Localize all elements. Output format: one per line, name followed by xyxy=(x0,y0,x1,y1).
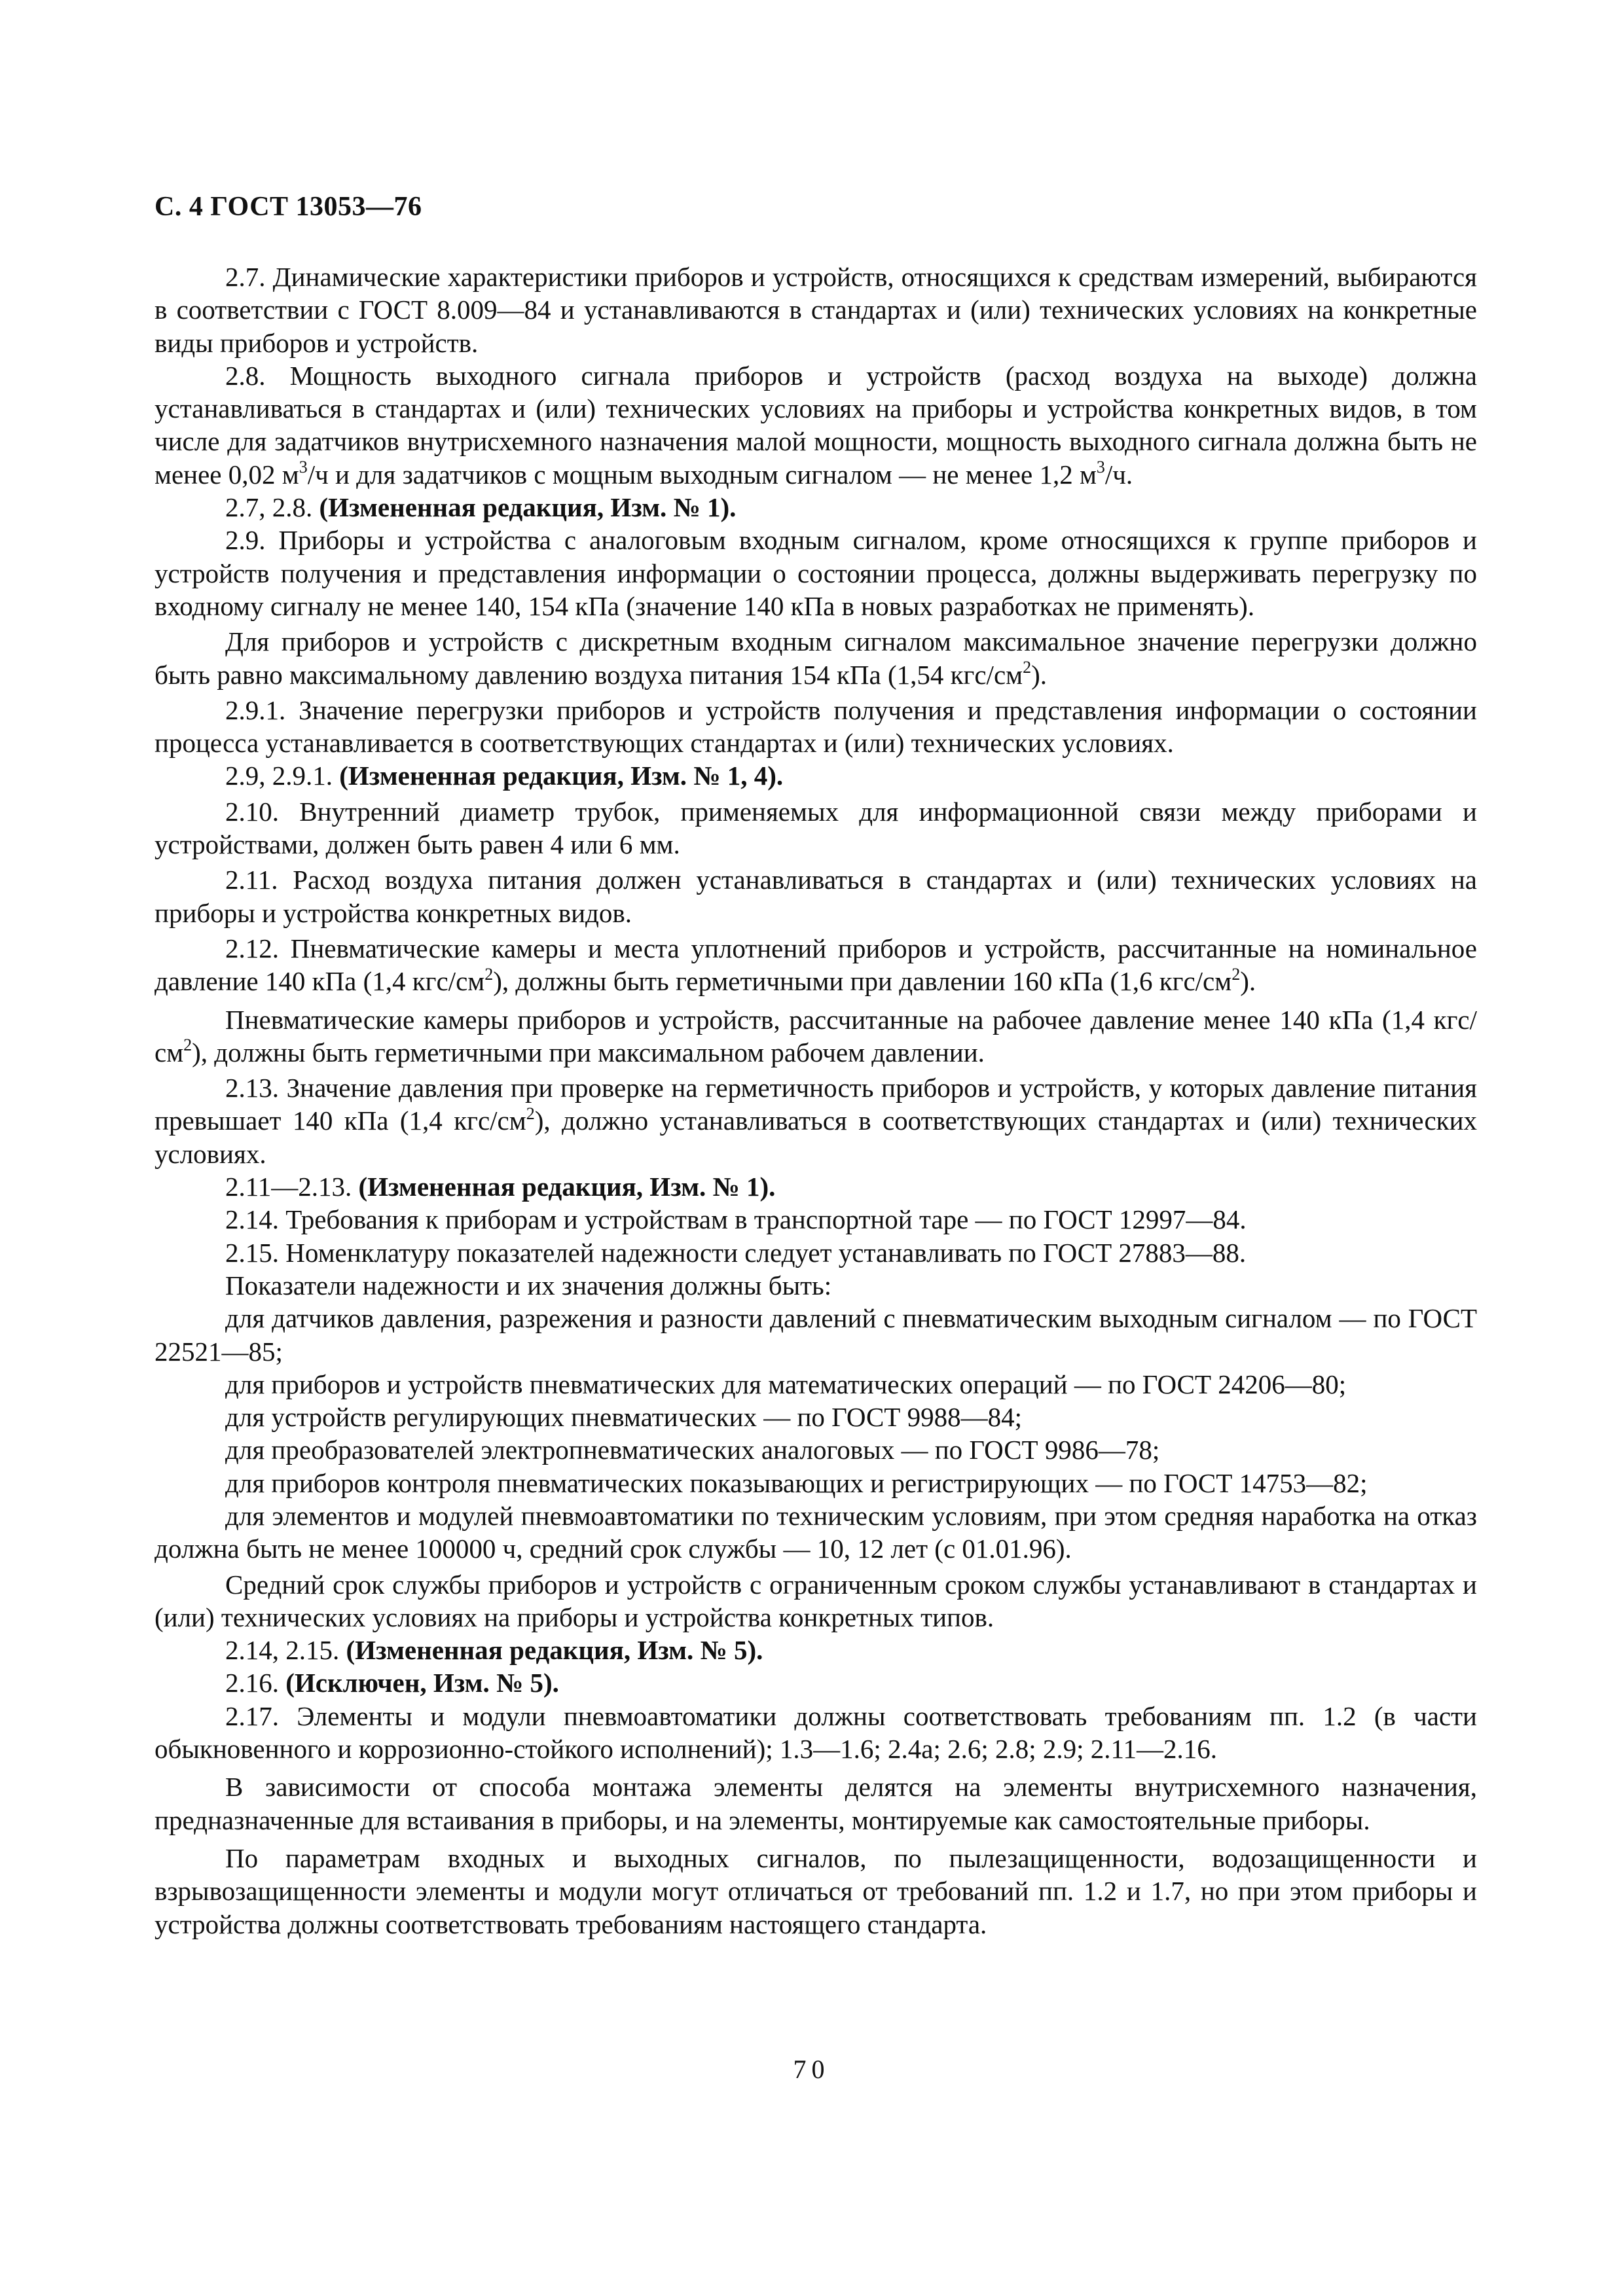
paragraph-2-8 xyxy=(155,359,1477,491)
paragraph-service-life: Средний срок службы приборов и устройств с ограниченным сроком службы устанавливают в стандартах и (или) технических условиях на приборы и устройства конкретных типов. xyxy=(155,1569,1477,1632)
page-number: 70 xyxy=(793,2054,830,2084)
edition-ref: 2.9, 2.9.1. xyxy=(225,761,340,791)
edition-bold: (Исключен, Изм. № 5). xyxy=(285,1668,559,1698)
superscript: 2 xyxy=(183,1035,192,1055)
list-item: для приборов контроля пневматических показывающих и регистрирующих — по ГОСТ 14753—82; xyxy=(225,1467,1368,1498)
document-body xyxy=(155,260,1477,1941)
paragraph-2-11: 2.11. Расход воздуха питания должен устанавливаться в стандартах и (или) технических условиях на приборы и устройства конкретных видов. xyxy=(155,865,1477,928)
list-item: для приборов и устройств пневматических для математических операций — по ГОСТ 24206—80; xyxy=(225,1369,1347,1399)
paragraph-text: /ч. xyxy=(1104,459,1133,490)
superscript: 2 xyxy=(1023,657,1032,677)
paragraph-text: 2.8. Мощность выходного сигнала приборов и устройств (расход воздуха на выходе) должна устанавливаться в стандартах и (или) технических условиях на приборы и устройства конкретных видов, в том числе для задатчиков внутрисхемного назначения малой мощности, мощность выходного сигнала должна быть не менее 0,02 м xyxy=(155,360,1477,490)
edition-note xyxy=(155,1634,1477,1666)
paragraph-discrete-input xyxy=(155,625,1477,691)
paragraph-2-10: 2.10. Внутренний диаметр трубок, применяемых для информационной связи между приборами и устройствами, должен быть равен 4 или 6 мм. xyxy=(155,796,1477,860)
paragraph-2-7: 2.7. Динамические характеристики приборов и устройств, относящихся к средствам измерений, выбираются в соответствии с ГОСТ 8.009—84 и устанавливаются в стандартах и (или) технических условиях на конкретные виды приборов и устройств. xyxy=(155,262,1477,358)
paragraph-pneumatic-chambers xyxy=(155,1003,1477,1069)
superscript: 2 xyxy=(484,964,494,984)
list-item: для устройств регулирующих пневматических — по ГОСТ 9988—84; xyxy=(225,1402,1022,1433)
edition-note xyxy=(155,491,1477,524)
edition-bold: (Измененная редакция, Изм. № 5). xyxy=(346,1635,763,1666)
paragraph-parameters: По параметрам входных и выходных сигналов, по пылезащищенности, водозащищенности и взрывозащищенности элементы и модули могут отличаться от требований пп. 1.2 и 1.7, но при этом приборы и устройства должны соответствовать требованиям настоящего стандарта. xyxy=(155,1842,1477,1939)
paragraph-reliability-intro: Показатели надежности и их значения должны быть: xyxy=(225,1270,832,1300)
edition-ref: 2.16. xyxy=(225,1668,286,1698)
edition-ref: 2.7, 2.8. xyxy=(225,492,319,523)
paragraph-text: ), должно устанавливаться в соответствующих стандартах и (или) технических условиях. xyxy=(155,1105,1478,1169)
edition-bold: (Измененная редакция, Изм. № 1, 4). xyxy=(339,761,784,791)
edition-note xyxy=(155,759,1477,792)
list-item: для элементов и модулей пневмоавтоматики по техническим условиям, при этом средняя наработка на отказ должна быть не менее 100000 ч, средний срок службы — 10, 12 лет (с 01.01.96). xyxy=(155,1500,1477,1564)
page-header: С. 4 ГОСТ 13053—76 xyxy=(155,192,422,222)
paragraph-text: ). xyxy=(1240,966,1256,997)
paragraph-2-13 xyxy=(155,1071,1477,1170)
edition-ref: 2.11—2.13. xyxy=(225,1172,359,1202)
paragraph-text: ), должны быть герметичными при давлении 160 кПа (1,6 кгс/см xyxy=(493,966,1232,997)
paragraph-text: Для приборов и устройств с дискретным входным сигналом максимальное значение перегрузки должно быть равно максимальному давлению воздуха питания 154 кПа (1,54 кгс/см xyxy=(155,626,1477,690)
paragraph-2-14: 2.14. Требования к приборам и устройствам в транспортной таре — по ГОСТ 12997—84. xyxy=(225,1204,1247,1235)
list-item: для преобразователей электропневматических аналоговых — по ГОСТ 9986—78; xyxy=(225,1435,1160,1465)
paragraph-2-15: 2.15. Номенклатуру показателей надежности следует устанавливать по ГОСТ 27883—88. xyxy=(225,1237,1247,1268)
paragraph-text: 2.12. Пневматические камеры и места уплотнений приборов и устройств, рассчитанные на номинальное давление 140 кПа (1,4 кгс/см xyxy=(155,933,1477,997)
edition-note xyxy=(155,1666,1477,1699)
superscript: 2 xyxy=(1231,964,1241,984)
paragraph-text: 2.13. Значение давления при проверке на герметичность приборов и устройств, у которых давление питания превышает 140 кПа (1,4 кгс/см xyxy=(155,1073,1477,1136)
superscript: 2 xyxy=(526,1103,535,1123)
paragraph-mounting: В зависимости от способа монтажа элементы делятся на элементы внутрисхемного назначения, предназначенные для встаивания в приборы, и на элементы, монтируемые как самостоятельные приборы. xyxy=(155,1772,1477,1835)
edition-bold: (Измененная редакция, Изм. № 1). xyxy=(319,492,737,523)
edition-ref: 2.14, 2.15. xyxy=(225,1635,346,1666)
edition-note xyxy=(155,1170,1477,1203)
paragraph-text: ), должны быть герметичными при максимальном рабочем давлении. xyxy=(192,1037,985,1067)
superscript: 3 xyxy=(299,457,308,477)
paragraph-2-9-1: 2.9.1. Значение перегрузки приборов и устройств получения и представления информации о состоянии процесса устанавливается в соответствующих стандартах и (или) технических условиях. xyxy=(155,694,1477,759)
paragraph-text: /ч и для задатчиков с мощным выходным сигналом — не менее 1,2 м xyxy=(307,459,1097,490)
edition-bold: (Измененная редакция, Изм. № 1). xyxy=(358,1172,776,1202)
superscript: 3 xyxy=(1096,457,1105,477)
paragraph-2-17: 2.17. Элементы и модули пневмоавтоматики должны соответствовать требованиям пп. 1.2 (в части обыкновенного и коррозионно-стойкого исполнений); 1.3—1.6; 2.4а; 2.6; 2.8; 2.9; 2.11—2.16. xyxy=(155,1700,1477,1765)
paragraph-2-12 xyxy=(155,932,1477,998)
paragraph-2-9: 2.9. Приборы и устройства с аналоговым входным сигналом, кроме относящихся к группе приборов и устройств получения и представления информации о состоянии процесса, должны выдерживать перегрузку по входному сигналу не менее 140, 154 кПа (значение 140 кПа в новых разработках не применять). xyxy=(155,525,1477,621)
paragraph-text: Пневматические камеры приборов и устройств, рассчитанные на рабочее давление менее 140 кПа (1,4 кгс/см xyxy=(155,1004,1477,1067)
list-item: для датчиков давления, разрежения и разности давлений с пневматическим выходным сигналом — по ГОСТ 22521—85; xyxy=(155,1303,1477,1367)
paragraph-text: ). xyxy=(1031,659,1047,690)
